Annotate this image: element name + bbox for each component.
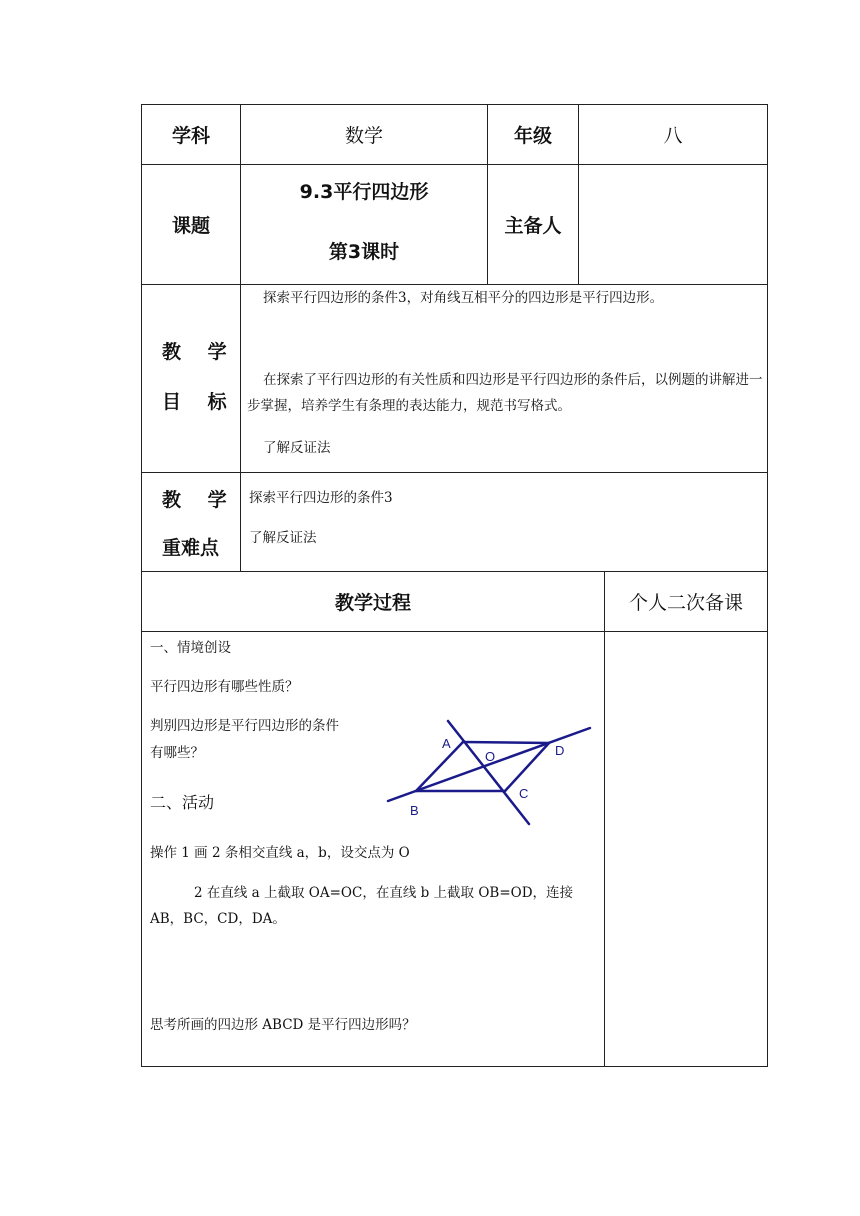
line-a [448, 721, 529, 824]
objective-item: 探索平行四边形的条件3，对角线互相平分的四边形是平行四边形。 [263, 290, 664, 306]
side-notes-cell [604, 631, 768, 1067]
label-d: D [555, 743, 565, 758]
topic-label: 课题 [171, 215, 210, 237]
objectives-label-cell [141, 284, 241, 473]
think-question: 思考所画的四边形 ABCD 是平行四边形吗？ [150, 1017, 416, 1033]
side-da [463, 742, 549, 743]
section-activity: 二、活动 [150, 793, 215, 812]
topic-period: 第3课时 [328, 241, 400, 263]
objective-item: 在探索了平行四边形的有关性质和四边形是平行四边形的条件后，以例题的讲解进一步掌握，培养学生有条理的表达能力，规范书写格式。 [247, 372, 763, 414]
process-title: 教学过程 [334, 592, 411, 614]
keypoints-label-cell [141, 472, 241, 572]
objectives-content-cell [240, 284, 768, 473]
subject-label: 学科 [171, 125, 210, 147]
label-c: C [519, 786, 529, 801]
question-properties: 平行四边形有哪些性质？ [150, 679, 299, 695]
grade-label: 年级 [513, 125, 552, 147]
preparer-value-cell [578, 164, 768, 285]
objectives-label-bottom: 目 标 [162, 391, 227, 413]
grade-value-cell [578, 104, 768, 165]
keypoint-item: 了解反证法 [249, 530, 317, 546]
keypoint-item: 探索平行四边形的条件3 [249, 490, 393, 506]
topic-title: 9.3平行四边形 [299, 181, 429, 203]
process-content-cell [141, 631, 605, 1067]
label-o: O [485, 749, 496, 764]
objectives-label-top: 教 学 [162, 341, 227, 363]
label-a: A [442, 736, 451, 751]
keypoints-label-top: 教 学 [162, 489, 227, 511]
grade-label-cell [487, 104, 579, 165]
subject-value: 数学 [344, 125, 383, 147]
side-notes-title: 个人二次备课 [628, 592, 743, 614]
side-notes-title-cell [604, 571, 768, 632]
subject-value-cell [240, 104, 488, 165]
label-b: B [410, 803, 419, 818]
question-conditions: 判别四边形是平行四边形的条件 [150, 718, 339, 734]
parallelogram-figure [380, 712, 600, 832]
preparer-label-cell [487, 164, 579, 285]
topic-value-cell [240, 164, 488, 285]
keypoints-content-cell [240, 472, 768, 572]
objective-item: 了解反证法 [263, 440, 331, 456]
section-situation: 一、情境创设 [150, 640, 231, 656]
preparer-label: 主备人 [504, 215, 562, 237]
question-conditions-cont: 有哪些？ [150, 745, 204, 761]
operation-step-1: 操作 1 画 2 条相交直线 a，b，设交点为 O [150, 845, 410, 861]
grade-value: 八 [663, 125, 683, 147]
operation-step-2: 2 在直线 a 上截取 OA=OC，在直线 b 上截取 OB=OD，连接 AB，BC，CD，DA。 [150, 885, 574, 927]
process-title-cell [141, 571, 605, 632]
keypoints-label-bottom: 重难点 [162, 537, 220, 559]
topic-label-cell [141, 164, 241, 285]
subject-label-cell [141, 104, 241, 165]
